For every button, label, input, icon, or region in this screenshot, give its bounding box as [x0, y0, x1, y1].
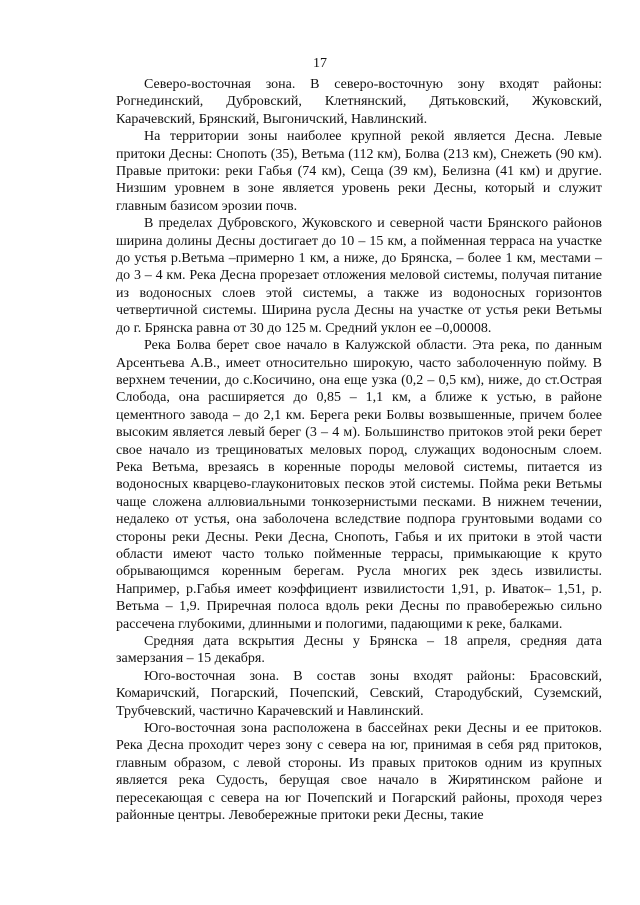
paragraph-southeast-zone-intro: Юго-восточная зона. В состав зоны входят районы: Брасовский, Комаричский, Погарский, Почепский, Севский, Стародубский, Суземский, Трубчевский, частично Карачевский и Навлинский. [116, 668, 602, 719]
paragraph-bolva-river: Река Болва берет свое начало в Калужской области. Эта река, по данным Арсентьева А.В., имеет относительно широкую, часто заболоченную пойму. В верхнем течении, до с.Косичино, она еще узка (0,2 – 0,5 км), ниже, до ст.Острая Слобода, она расширяется до 0,85 – 1,1 км, а ближе к устью, в районе цементного завода – до 2,1 км. Берега реки Болвы возвышенные, причем более высоким является левый берег (3 – 4 м). Большинство притоков этой реки берет свое начало из трещиноватых меловых пород, служащих водоносным слоем. Река Ветьма, врезаясь в коренные породы меловой системы, питается из водоносных кварцево-глауконитовых песков этой системы. Пойма реки Ветьмы чаще сложена аллювиальными тонкозернистыми песками. В нижнем течении, недалеко от устья, она заболочена вследствие подпора грунтовыми водами со стороны реки Десны. Реки Десна, Снопоть, Габья и их притоки в этой части области имеют часто только пойменные террасы, примыкающие к круто обрывающимся коренным берегам. Русла многих рек здесь извилисты. Например, р.Габья имеет коэффициент извилистости 1,91, р. Иваток– 1,51, р. Ветьма – 1,9. Приречная полоса вдоль реки Десны по правобережью сильно рассечена глубокими, длинными и пологими, падающими к реке, балками. [116, 338, 602, 632]
page-number: 17 [313, 56, 327, 71]
paragraph-ice-dates: Средняя дата вскрытия Десны у Брянска – 18 апреля, средняя дата замерзания – 15 декабря. [116, 634, 602, 667]
paragraph-desna-tributaries: На территории зоны наиболее крупной рекой является Десна. Левые притоки Десны: Снопоть (35), Ветьма (112 км), Болва (213 км), Снежеть (90 км). Правые притоки: реки Габья (74 км), Сещa (39 км), Белизна (41 км) и другие. Низшим уровнем в зоне является уровень реки Десны, который и служит главным базисом эрозии почв. [116, 129, 602, 214]
paragraph-southeast-zone-basins: Юго-восточная зона расположена в бассейнах реки Десны и ее притоков. Река Десна проходит через зону с севера на юг, принимая в себя ряд притоков, главным образом, с левой стороны. Из правых притоков одним из крупных является река Судость, берущая свое начало в Жирятинском районе и пересекающая с севера на юг Почепский и Погарский районы, проходя через районные центры. Левобережные притоки реки Десны, такие [116, 721, 602, 824]
paragraph-desna-valley-width: В пределах Дубровского, Жуковского и северной части Брянского районов ширина долины Десны достигает до 10 – 15 км, а пойменная терраса на участке до устья р.Ветьма –примерно 1 км, а ниже, до Брянска, – более 1 км, местами –до 3 – 4 км. Река Десна прорезает отложения меловой системы, получая питание из водоносных слоев этой системы, а также из водоносных горизонтов четвертичной системы. Ширина русла Десны на участке от устья реки Ветьмы до г. Брянска равна от 30 до 125 м. Средний уклон ее –0,00008. [116, 216, 602, 336]
document-body [116, 76, 602, 824]
paragraph-northeast-zone-intro: Северо-восточная зона. В северо-восточную зону входят районы: Рогнединский, Дубровский, Клетнянский, Дятьковский, Жуковский, Карачевский, Брянский, Выгоничский, Навлинский. [116, 77, 602, 127]
